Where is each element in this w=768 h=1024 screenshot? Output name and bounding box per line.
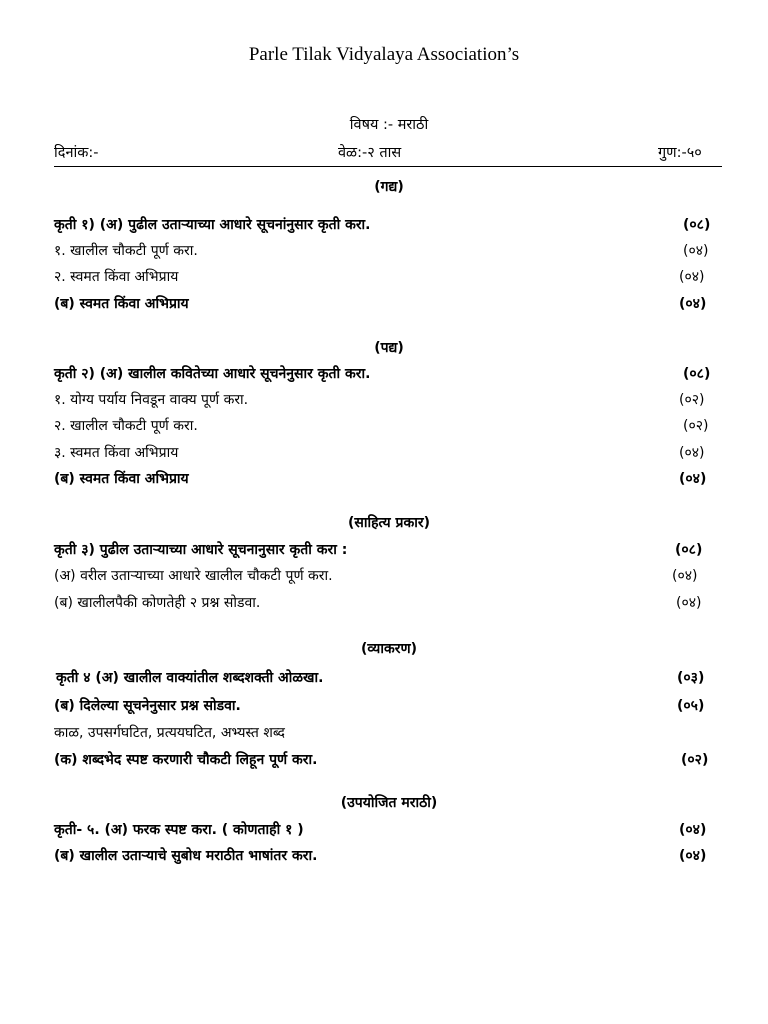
question-marks: (०२): [679, 392, 705, 408]
question-marks: (०४): [679, 848, 707, 864]
question-text: (ब) खालील उताऱ्याचे सुबोध मराठीत भाषांतर करा.: [54, 848, 318, 864]
question-marks: (०२): [681, 752, 709, 768]
question-text: (ब) स्वमत किंवा अभिप्राय: [54, 471, 189, 487]
subject-label: विषय :- मराठी: [349, 117, 429, 133]
question-text: १. खालील चौकटी पूर्ण करा.: [54, 243, 198, 259]
section-heading-prose: (गद्य): [374, 179, 404, 195]
question-marks: (०४): [679, 296, 707, 312]
question-marks: (०४): [679, 471, 707, 487]
institution-title: Parle Tilak Vidyalaya Association’s: [248, 44, 520, 65]
question-text: (ब) खालीलपैकी कोणतेही २ प्रश्न सोडवा.: [54, 595, 261, 611]
header-divider: [54, 166, 722, 167]
question-marks: (०४): [679, 445, 705, 461]
date-label: दिनांक:-: [54, 145, 99, 161]
question-marks: (०३): [677, 670, 705, 686]
question-text: २. स्वमत किंवा अभिप्राय: [54, 269, 179, 285]
question-marks: (०५): [677, 698, 705, 714]
question-text: कृती- ५. (अ) फरक स्पष्ट करा. ( कोणताही १ ): [54, 822, 304, 838]
question-marks: (०४): [683, 243, 709, 259]
question-marks: (०८): [683, 217, 711, 233]
question-text: (क) शब्दभेद स्पष्ट करणारी चौकटी लिहून पूर्ण करा.: [54, 752, 318, 768]
question-text: कृती १) (अ) पुढील उताऱ्याच्या आधारे सूचनांनुसार कृती करा.: [54, 217, 371, 233]
time-label: वेळ:-२ तास: [338, 145, 402, 161]
question-marks: (०४): [679, 269, 705, 285]
section-heading-grammar: (व्याकरण): [361, 641, 417, 657]
question-marks: (०४): [676, 595, 702, 611]
question-marks: (०२): [683, 418, 709, 434]
question-text: (ब) स्वमत किंवा अभिप्राय: [54, 296, 189, 312]
question-text: कृती ४ (अ) खालील वाक्यांतील शब्दशक्ती ओळखा.: [56, 670, 324, 686]
section-heading-applied-marathi: (उपयोजित मराठी): [340, 795, 438, 811]
question-marks: (०४): [672, 568, 698, 584]
question-marks: (०४): [679, 822, 707, 838]
question-text: काळ, उपसर्गघटित, प्रत्ययघटित, अभ्यस्त शब्द: [54, 725, 285, 741]
question-text: कृती २) (अ) खालील कवितेच्या आधारे सूचनेनुसार कृती करा.: [54, 366, 371, 382]
question-text: ३. स्वमत किंवा अभिप्राय: [54, 445, 179, 461]
question-text: कृती ३) पुढील उताऱ्याच्या आधारे सूचनानुसार कृती करा :: [54, 542, 348, 558]
question-text: (ब) दिलेल्या सूचनेनुसार प्रश्न सोडवा.: [54, 698, 241, 714]
question-text: १. योग्य पर्याय निवडून वाक्य पूर्ण करा.: [54, 392, 249, 408]
question-text: २. खालील चौकटी पूर्ण करा.: [54, 418, 198, 434]
question-marks: (०८): [683, 366, 711, 382]
section-heading-poetry: (पद्य): [374, 340, 404, 356]
question-text: (अ) वरील उताऱ्याच्या आधारे खालील चौकटी पूर्ण करा.: [54, 568, 333, 584]
marks-label: गुण:-५०: [658, 145, 702, 161]
section-heading-literary-forms: (साहित्य प्रकार): [347, 515, 431, 531]
question-marks: (०८): [675, 542, 703, 558]
